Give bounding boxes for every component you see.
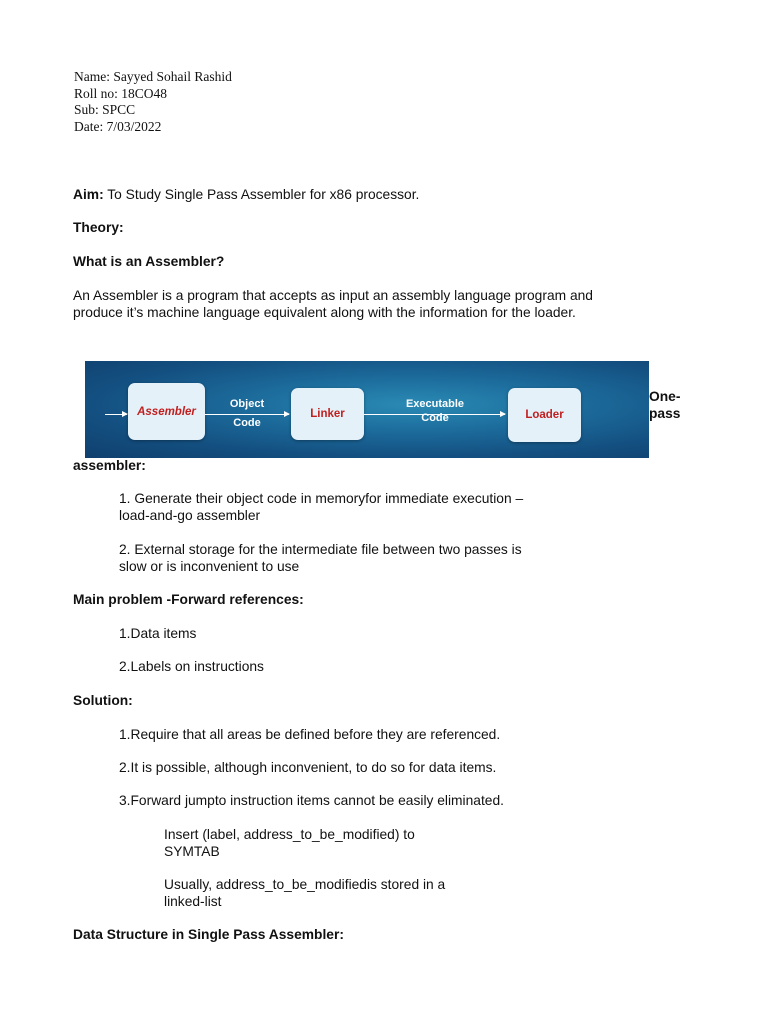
executable-code-line-2: Code xyxy=(421,412,449,424)
assembler-box: Assembler xyxy=(128,383,205,440)
executable-code-label xyxy=(395,397,475,425)
one-pass-item-1 xyxy=(119,491,523,524)
solution-item-3: 3.Forward jumpto instruction items cannot be easily eliminated. xyxy=(119,793,504,808)
one-pass-heading-part1: One- xyxy=(649,389,681,404)
input-arrow xyxy=(105,414,127,415)
object-code-label xyxy=(221,396,273,431)
student-name: Name: Sayyed Sohail Rashid xyxy=(74,69,232,84)
aim-line xyxy=(73,187,419,204)
main-problem-heading: Main problem -Forward references: xyxy=(73,592,304,607)
aim-text: To Study Single Pass Assembler for x86 processor. xyxy=(103,187,420,202)
one-pass-item-2-line-2: slow or is inconvenient to use xyxy=(119,558,300,574)
solution-heading: Solution: xyxy=(73,693,133,708)
header-block xyxy=(74,69,232,136)
object-code-line-2: Code xyxy=(233,417,261,429)
solution-subitem-2 xyxy=(164,877,445,910)
one-pass-item-2 xyxy=(119,542,522,575)
executable-code-line-1: Executable xyxy=(405,398,465,410)
one-pass-heading-part3: assembler: xyxy=(73,458,146,473)
subject: Sub: SPCC xyxy=(74,102,136,118)
main-problem-item-1: 1.Data items xyxy=(119,626,197,641)
date: Date: 7/03/2022 xyxy=(74,119,162,135)
object-code-line-1: Object xyxy=(229,398,265,410)
main-problem-item-2: 2.Labels on instructions xyxy=(119,659,264,674)
one-pass-heading-part2: pass xyxy=(649,406,681,421)
solution-subitem-1-line-1: Insert (label, address_to_be_modified) to xyxy=(164,827,415,842)
solution-item-1: 1.Require that all areas be defined before they are referenced. xyxy=(119,727,501,742)
one-pass-item-1-line-2: load-and-go assembler xyxy=(119,507,261,523)
aim-label: Aim: xyxy=(73,187,104,202)
solution-subitem-2-line-1: Usually, address_to_be_modifiedis stored in a xyxy=(164,877,446,892)
solution-subitem-1-line-2: SYMTAB xyxy=(164,843,220,859)
linker-box: Linker xyxy=(291,388,364,440)
what-is-assembler-heading: What is an Assembler? xyxy=(73,254,225,269)
one-pass-item-2-line-1: 2. External storage for the intermediate file between two passes is xyxy=(119,542,522,557)
intro-line-2: produce it’s machine language equivalent along with the information for the loader. xyxy=(73,304,576,320)
data-structure-heading: Data Structure in Single Pass Assembler: xyxy=(73,927,344,942)
assembler-flow-diagram xyxy=(85,361,649,458)
intro-paragraph xyxy=(73,288,593,321)
solution-item-2: 2.It is possible, although inconvenient, to do so for data items. xyxy=(119,760,497,775)
solution-subitem-1 xyxy=(164,827,415,860)
intro-line-1: An Assembler is a program that accepts as input an assembly language program and xyxy=(73,288,593,303)
solution-subitem-2-line-2: linked-list xyxy=(164,893,222,909)
one-pass-item-1-line-1: 1. Generate their object code in memoryfor immediate execution – xyxy=(119,491,524,506)
theory-heading: Theory: xyxy=(73,220,124,235)
loader-box: Loader xyxy=(508,388,581,442)
roll-number: Roll no: 18CO48 xyxy=(74,85,168,101)
